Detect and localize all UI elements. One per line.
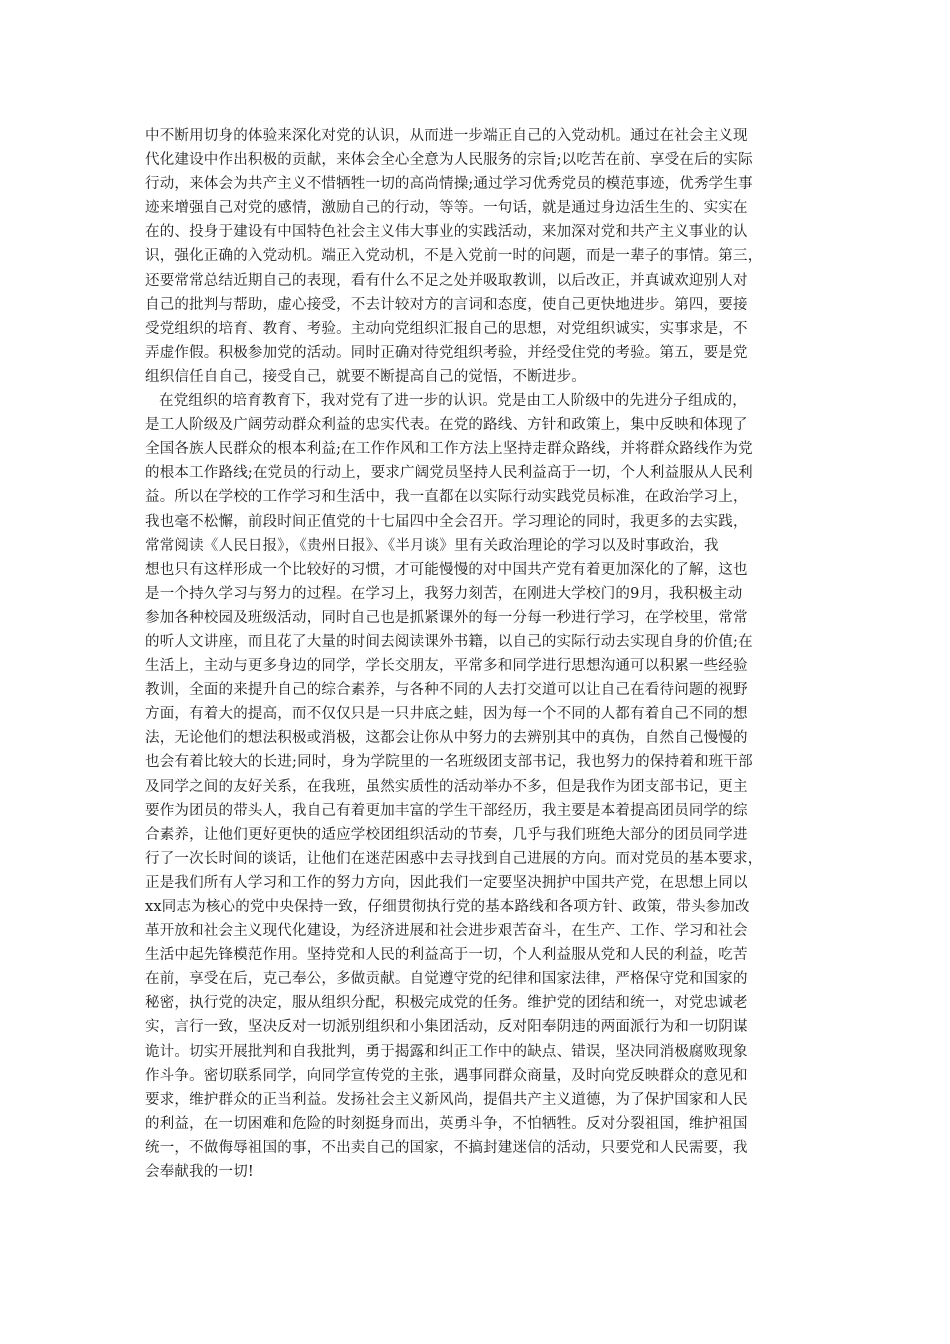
text-line: 要作为团员的带头人，我自己有着更加丰富的学生干部经历，我主要是本着提高团员同学的综 bbox=[145, 802, 748, 819]
text-line: 方面，有着大的提高，而不仅仅只是一只井底之蛙，因为每一个不同的人都有着自己不同的想 bbox=[145, 706, 748, 723]
text-line: 自己的批判与帮助，虚心接受，不去计较对方的言词和态度，使自己更快地进步。第四，要接 bbox=[145, 296, 748, 313]
text-line: 合素养，让他们更好更快的适应学校团组织活动的节奏，几乎与我们班绝大部分的团员同学进 bbox=[145, 826, 748, 843]
text-line: 会奉献我的一切! bbox=[145, 1164, 254, 1181]
text-line: 在前，享受在后，克己奉公，多做贡献。自觉遵守党的纪律和国家法律，严格保守党和国家的 bbox=[145, 971, 748, 988]
text-line: 革开放和社会主义现代化建设，为经济进展和社会进步艰苦奋斗，在生产、工作、学习和社会 bbox=[145, 923, 748, 940]
text-line: 的听人文讲座，而且花了大量的时间去阅读课外书籍，以自己的实际行动去实现自身的价值;在 bbox=[145, 633, 753, 650]
text-line: 作斗争。密切联系同学，向同学宣传党的主张，遇事同群众商量，及时向党反映群众的意见和 bbox=[145, 1067, 748, 1084]
text-line: 弄虚作假。积极参加党的活动。同时正确对待党组织考验，并经受住党的考验。第五，要是党 bbox=[145, 344, 748, 361]
text-line: 也会有着比较大的长进;同时，身为学院里的一名班级团支部书记，我也努力的保持着和班干部 bbox=[145, 754, 753, 771]
text-line: 正是我们所有人学习和工作的努力方向，因此我们一定要坚决拥护中国共产党，在思想上同以 bbox=[145, 874, 748, 891]
text-line: 识，强化正确的入党动机。端正入党动机，不是入党前一时的问题，而是一辈子的事情。第三， bbox=[145, 248, 763, 265]
text-line: 迹来增强自己对党的感情，激励自己的行动，等等。一句话，就是通过身边活生生的、实实在 bbox=[145, 200, 748, 217]
text-line: xx同志为核心的党中央保持一致，仔细贯彻执行党的基本路线和各项方针、政策，带头参加改 bbox=[145, 899, 750, 915]
text-line: 想也只有这样形成一个比较好的习惯，才可能慢慢的对中国共产党有着更加深化的了解，这也 bbox=[145, 561, 748, 578]
text-line: 法，无论他们的想法积极或消极，这都会让你从中努力的去辨别其中的真伪，自然自己慢慢的 bbox=[145, 730, 748, 747]
text-line: 在的、投身于建设有中国特色社会主义伟大事业的实践活动，来加深对党和共产主义事业的认 bbox=[145, 224, 748, 241]
text-line: 统一，不做侮辱祖国的事，不出卖自己的国家，不搞封建迷信的活动，只要党和人民需要，我 bbox=[145, 1139, 748, 1156]
text-line: 秘密，执行党的决定，服从组织分配，积极完成党的任务。维护党的团结和统一，对党忠诚老 bbox=[145, 995, 748, 1012]
text-line: 代化建设中作出积极的贡献，来体会全心全意为人民服务的宗旨;以吃苦在前、享受在后的实际 bbox=[145, 152, 753, 169]
text-line: 益。所以在学校的工作学习和生活中，我一直都在以实际行动实践党员标准，在政治学习上， bbox=[145, 489, 748, 506]
text-line: 在党组织的培育教育下，我对党有了进一步的认识。党是由工人阶级中的先进分子组成的， bbox=[159, 393, 747, 410]
text-line: 还要常常总结近期自己的表现，看有什么不足之处并吸取教训，以后改正，并真诚欢迎别人对 bbox=[145, 272, 748, 289]
text-line: 要求，维护群众的正当利益。发扬社会主义新风尚，提倡共产主义道德，为了保护国家和人民 bbox=[145, 1091, 748, 1108]
text-line: 行了一次长时间的谈话，让他们在迷茫困惑中去寻找到自己进展的方向。而对党员的基本要求， bbox=[145, 850, 763, 867]
text-line: 生活中起先锋模范作用。坚持党和人民的利益高于一切，个人利益服从党和人民的利益，吃苦 bbox=[145, 947, 748, 964]
text-line: 是工人阶级及广阔劳动群众利益的忠实代表。在党的路线、方针和政策上，集中反映和体现了 bbox=[145, 417, 748, 434]
text-line: 常常阅读《人民日报》，《贵州日报》、《半月谈》里有关政治理论的学习以及时事政治，我 bbox=[145, 537, 719, 554]
text-line: 是一个持久学习与努力的过程。在学习上，我努力刻苦，在刚进大学校门的9月，我积极主动 bbox=[145, 585, 743, 602]
text-line: 生活上，主动与更多身边的同学，学长交朋友，平常多和同学进行思想沟通可以积累一些经验 bbox=[145, 658, 748, 675]
text-line: 受党组织的培育、教育、考验。主动向党组织汇报自己的思想，对党组织诚实，实事求是，不 bbox=[145, 320, 748, 337]
paragraph-1 bbox=[145, 124, 810, 389]
text-line: 的利益，在一切困难和危险的时刻挺身而出，英勇斗争，不怕牺牲。反对分裂祖国，维护祖国 bbox=[145, 1115, 748, 1132]
text-line: 的根本工作路线;在党员的行动上，要求广阔党员坚持人民利益高于一切，个人利益服从人民利 bbox=[145, 465, 753, 482]
text-line: 实，言行一致，坚决反对一切派别组织和小集团活动，反对阳奉阴违的两面派行为和一切阴谋 bbox=[145, 1019, 748, 1036]
text-line: 教训，全面的来提升自己的综合素养，与各种不同的人去打交道可以让自己在看待问题的视野 bbox=[145, 682, 748, 699]
text-line: 我也毫不松懈，前段时间正值党的十七届四中全会召开。学习理论的同时，我更多的去实践， bbox=[145, 513, 748, 530]
document-body bbox=[145, 124, 810, 1184]
text-line: 诡计。切实开展批判和自我批判，勇于揭露和纠正工作中的缺点、错误，坚决同消极腐败现象 bbox=[145, 1043, 748, 1060]
text-line: 参加各种校园及班级活动，同时自己也是抓紧课外的每一分每一秒进行学习，在学校里，常常 bbox=[145, 609, 748, 626]
text-line: 组织信任自自己，接受自己，就要不断提高自己的觉悟，不断进步。 bbox=[145, 368, 586, 385]
text-line: 中不断用切身的体验来深化对党的认识，从而进一步端正自己的入党动机。通过在社会主义现 bbox=[145, 128, 748, 144]
text-line: 全国各族人民群众的根本利益;在工作作风和工作方法上坚持走群众路线，并将群众路线作为党 bbox=[145, 441, 753, 458]
text-line: 及同学之间的友好关系，在我班，虽然实质性的活动举办不多，但是我作为团支部书记，更主 bbox=[145, 778, 748, 795]
paragraph-2 bbox=[145, 389, 810, 1184]
text-line: 行动，来体会为共产主义不惜牺牲一切的高尚情操;通过学习优秀党员的模范事迹，优秀学生事 bbox=[145, 176, 753, 193]
